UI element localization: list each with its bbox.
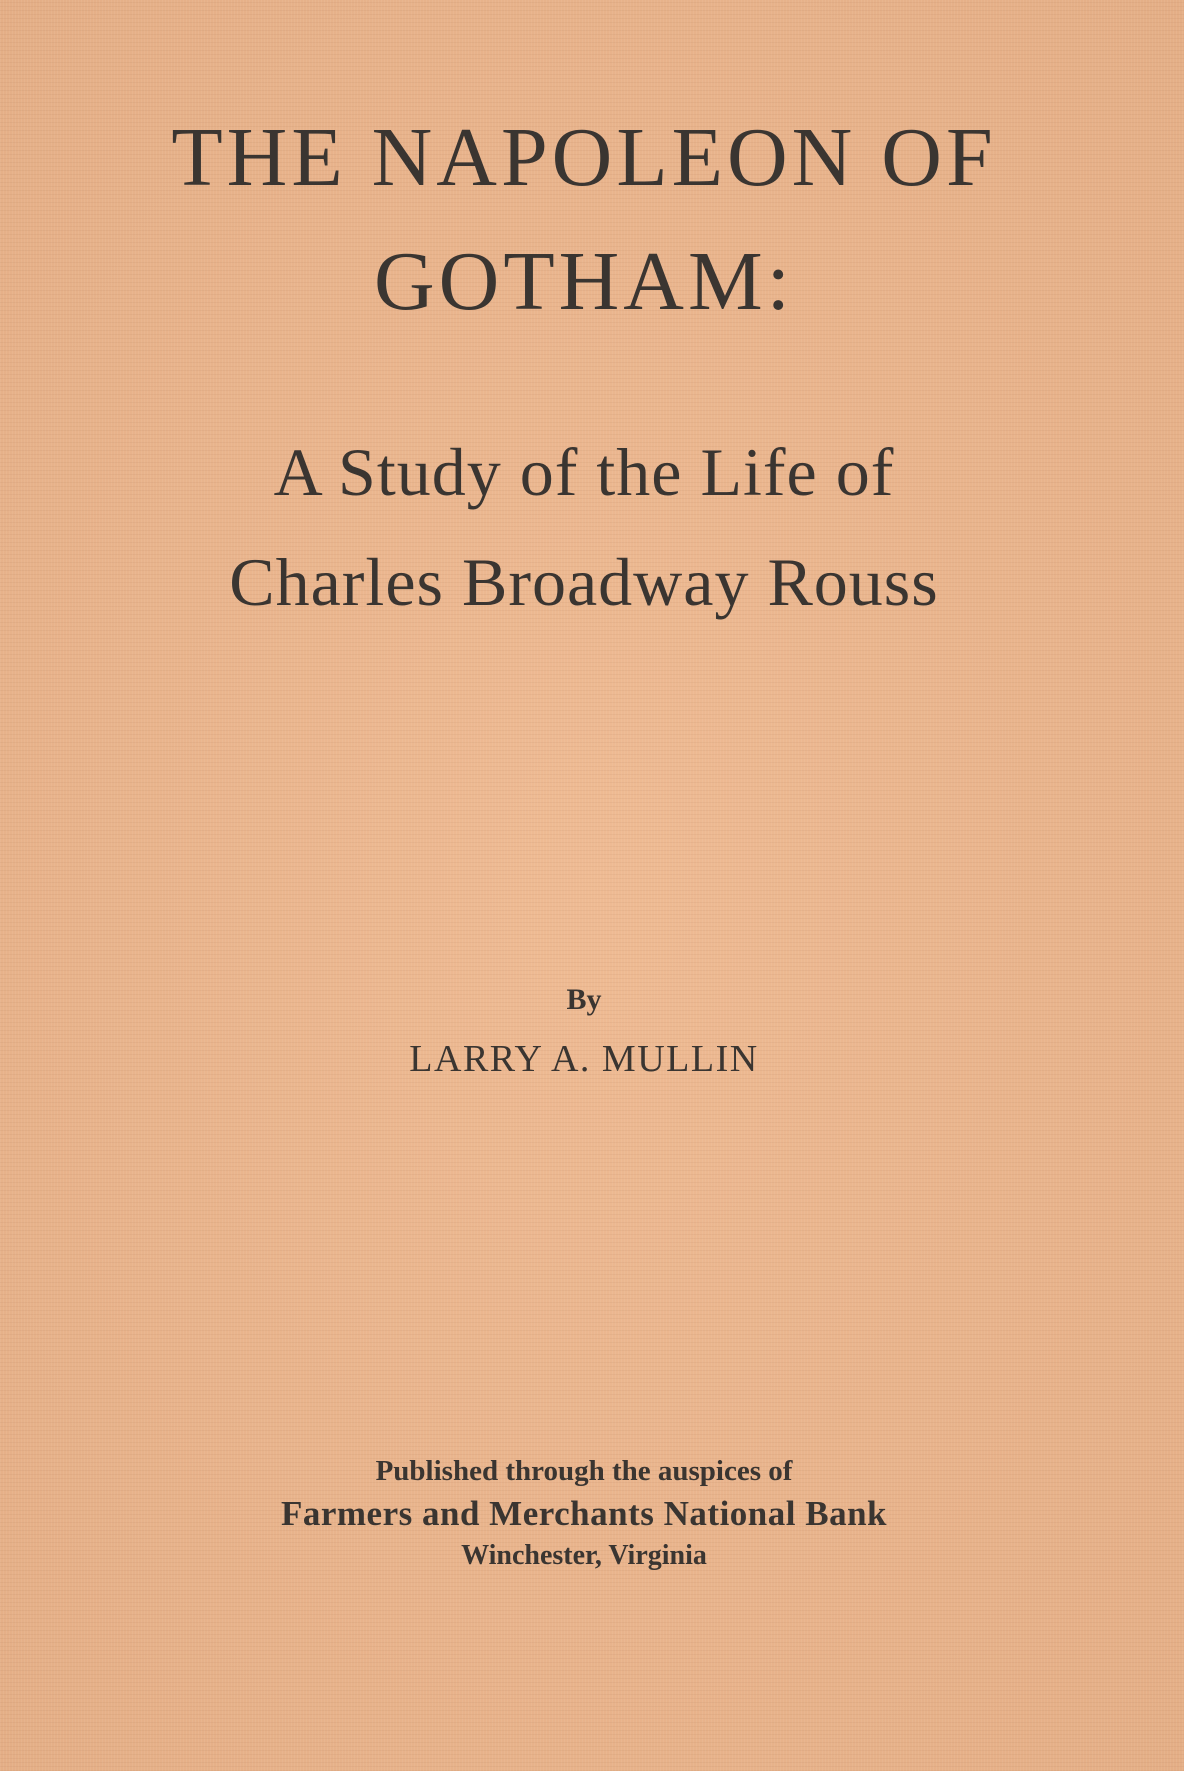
title-line-1: THE NAPOLEON OF: [171, 111, 997, 204]
byline-label: By: [566, 983, 602, 1016]
publisher-name: Farmers and Merchants National Bank: [280, 1494, 888, 1533]
publisher-note: Published through the auspices of: [375, 1455, 793, 1487]
publisher-location: Winchester, Virginia: [461, 1540, 707, 1571]
subtitle-line-2: Charles Broadway Rouss: [229, 544, 939, 620]
author-name: LARRY A. MULLIN: [409, 1038, 759, 1080]
subtitle-line-1: A Study of the Life of: [273, 434, 895, 510]
title-line-2: GOTHAM:: [374, 235, 794, 328]
